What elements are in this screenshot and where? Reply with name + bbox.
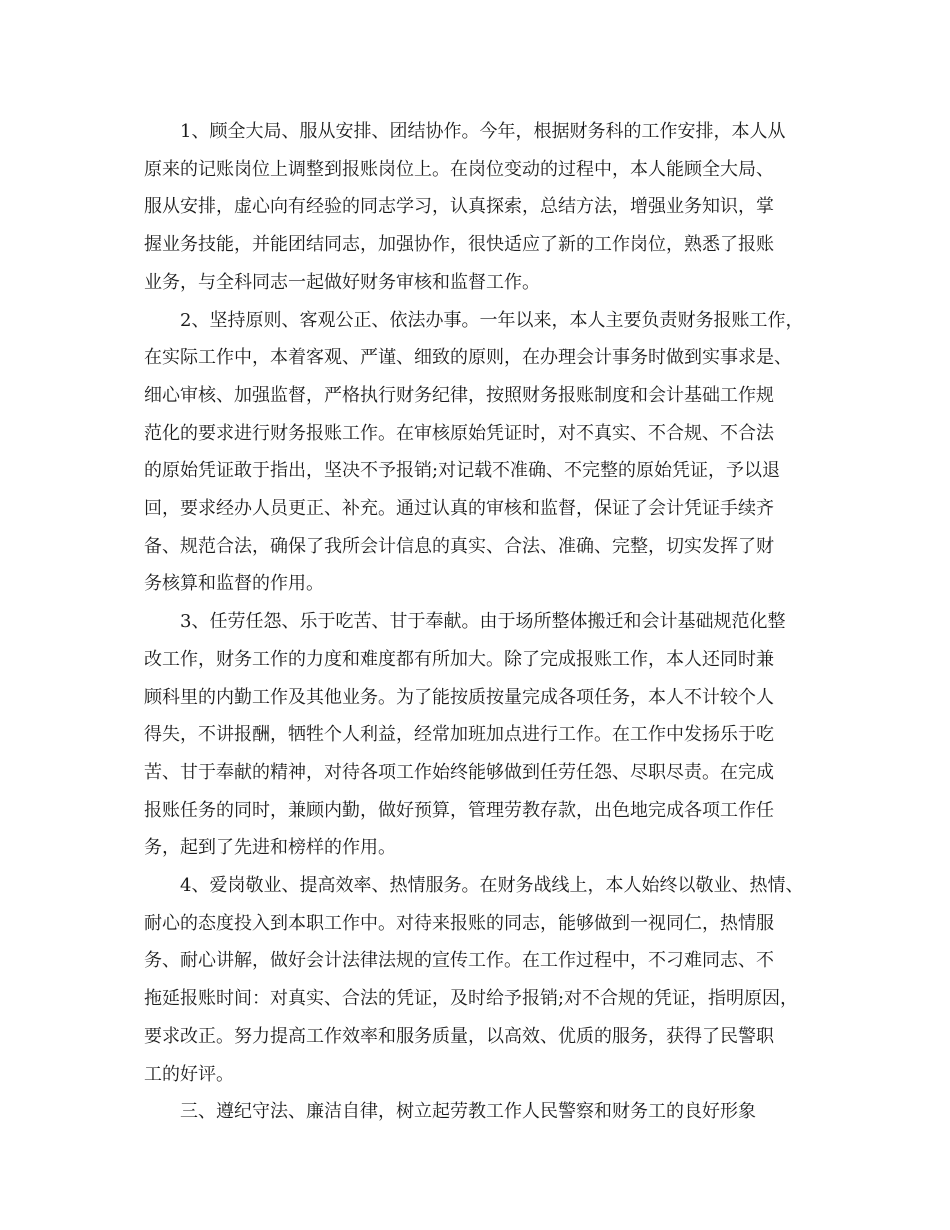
paragraph-line: 顾科里的内勤工作及其他业务。为了能按质按量完成各项任务，本人不计较个人 <box>144 686 774 708</box>
paragraph-line: 范化的要求进行财务报账工作。在审核原始凭证时，对不真实、不合规、不合法 <box>144 422 774 444</box>
paragraph-2 <box>144 302 820 604</box>
paragraph-line: 务，起到了先进和榜样的作用。 <box>144 837 396 859</box>
paragraph-line: 的原始凭证敢于指出，坚决不予报销;对记载不准确、不完整的原始凭证，予以退 <box>144 460 781 482</box>
paragraph-line: 业务，与全科同志一起做好财务审核和监督工作。 <box>144 271 540 293</box>
paragraph-line: 务核算和监督的作用。 <box>144 573 324 595</box>
document-body <box>144 113 820 1131</box>
paragraph-line: 细心审核、加强监督，严格执行财务纪律，按照财务报账制度和会计基础工作规 <box>144 384 774 406</box>
paragraph-line: 得失，不讲报酬，牺牲个人利益，经常加班加点进行工作。在工作中发扬乐于吃 <box>144 724 774 746</box>
section-heading-3 <box>144 1093 820 1131</box>
paragraph-line: 1、顾全大局、服从安排、团结协作。今年，根据财务科的工作安排，本人从 <box>180 121 786 142</box>
paragraph-line: 4、爱岗敬业、提高效率、热情服务。在财务战线上，本人始终以敬业、热情、 <box>180 875 804 897</box>
paragraph-line: 在实际工作中，本着客观、严谨、细致的原则，在办理会计事务时做到实事求是、 <box>144 347 792 369</box>
paragraph-line: 握业务技能，并能团结同志，加强协作，很快适应了新的工作岗位，熟悉了报账 <box>144 234 774 256</box>
paragraph-line: 改工作，财务工作的力度和难度都有所加大。除了完成报账工作，本人还同时兼 <box>144 648 774 670</box>
section-heading-line: 三、遵纪守法、廉洁自律，树立起劳教工作人民警察和财务工的良好形象 <box>180 1101 756 1123</box>
paragraph-line: 务、耐心讲解，做好会计法律法规的宣传工作。在工作过程中，不刁难同志、不 <box>144 950 774 972</box>
paragraph-line: 耐心的态度投入到本职工作中。对待来报账的同志，能够做到一视同仁，热情服 <box>144 912 774 934</box>
paragraph-line: 回，要求经办人员更正、补充。通过认真的审核和监督，保证了会计凭证手续齐 <box>144 498 774 520</box>
paragraph-line: 服从安排，虚心向有经验的同志学习，认真探索，总结方法，增强业务知识，掌 <box>144 196 774 218</box>
paragraph-line: 拖延报账时间：对真实、合法的凭证，及时给予报销;对不合规的凭证，指明原因， <box>144 988 799 1010</box>
paragraph-line: 工的好评。 <box>144 1063 234 1085</box>
paragraph-line: 原来的记账岗位上调整到报账岗位上。在岗位变动的过程中，本人能顾全大局、 <box>144 158 774 180</box>
paragraph-line: 3、任劳任怨、乐于吃苦、甘于奉献。由于场所整体搬迁和会计基础规范化整 <box>180 611 786 633</box>
paragraph-line: 报账任务的同时，兼顾内勤，做好预算，管理劳教存款，出色地完成各项工作任 <box>144 799 774 821</box>
paragraph-4 <box>144 867 820 1093</box>
paragraph-3 <box>144 603 820 867</box>
paragraph-line: 苦、甘于奉献的精神，对待各项工作始终能够做到任劳任怨、尽职尽责。在完成 <box>144 761 774 783</box>
paragraph-line: 要求改正。努力提高工作效率和服务质量，以高效、优质的服务，获得了民警职 <box>144 1025 774 1047</box>
paragraph-line: 备、规范合法，确保了我所会计信息的真实、合法、准确、完整，切实发挥了财 <box>144 535 774 557</box>
paragraph-1 <box>144 113 820 302</box>
paragraph-line: 2、坚持原则、客观公正、依法办事。一年以来，本人主要负责财务报账工作， <box>180 309 804 331</box>
